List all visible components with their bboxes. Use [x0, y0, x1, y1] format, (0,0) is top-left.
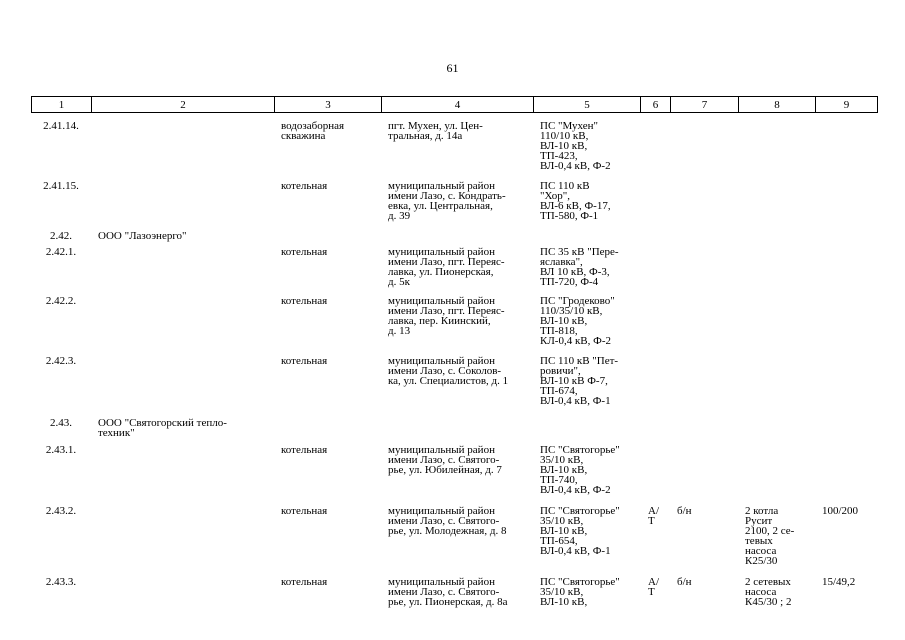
capacity: 15/49,2	[822, 576, 856, 588]
object-type: котельная	[281, 295, 328, 307]
power-source: ПС "Мухен" 110/10 кВ, ВЛ-10 кВ, ТП-423, ВЛ-0,4 кВ, Ф-2	[540, 120, 611, 172]
address: муниципальный район имени Лазо, с. Святого- рье, ул. Пионерская, д. 8а	[388, 576, 508, 608]
header-col-8: 8	[739, 97, 816, 113]
object-type: котельная	[281, 576, 328, 588]
col-7-value: б/н	[677, 576, 692, 588]
address: муниципальный район имени Лазо, с. Кондрать- евка, ул. Центральная, д. 39	[388, 180, 506, 222]
object-type: водозаборная скважина	[281, 120, 345, 142]
address: муниципальный район имени Лазо, с. Святого- рье, ул. Юбилейная, д. 7	[388, 444, 502, 476]
row-number: 2.43.	[50, 417, 72, 429]
power-source: ПС "Гродеково" 110/35/10 кВ, ВЛ-10 кВ, ТП-818, КЛ-0,4 кВ, Ф-2	[540, 295, 615, 347]
header-col-7: 7	[671, 97, 739, 113]
equipment: 2 сетевых насоса К45/30 ; 2	[745, 576, 792, 608]
header-col-4: 4	[382, 97, 534, 113]
row-number: 2.43.3.	[45, 576, 77, 588]
address: муниципальный район имени Лазо, пгт. Переяс- лавка, пер. Киинский, д. 13	[388, 295, 505, 337]
object-type: котельная	[281, 505, 328, 517]
organization: ООО "Лазоэнерго"	[98, 230, 187, 242]
row-number: 2.41.15.	[43, 180, 79, 192]
object-type: котельная	[281, 355, 328, 367]
header-col-5: 5	[534, 97, 641, 113]
power-source: ПС "Святогорье" 35/10 кВ, ВЛ-10 кВ, ТП-654, ВЛ-0,4 кВ, Ф-1	[540, 505, 620, 557]
address: муниципальный район имени Лазо, с. Соколов- ка, ул. Специалистов, д. 1	[388, 355, 509, 387]
row-number: 2.42.3.	[45, 355, 77, 367]
row-number: 2.42.	[50, 230, 72, 242]
object-type: котельная	[281, 444, 328, 456]
header-col-9: 9	[816, 97, 878, 113]
address: муниципальный район имени Лазо, пгт. Переяс- лавка, ул. Пионерская, д. 5к	[388, 246, 505, 288]
col-6-value: А/ Т	[648, 576, 659, 598]
col-7-value: б/н	[677, 505, 692, 517]
row-number: 2.42.2.	[45, 295, 77, 307]
header-col-1: 1	[32, 97, 92, 113]
power-source: ПС 110 кВ "Пет- ровичи", ВЛ-10 кВ Ф-7, ТП-674, ВЛ-0,4 кВ, Ф-1	[540, 355, 619, 407]
object-type: котельная	[281, 180, 328, 192]
equipment: 2 котла Русит 2100, 2 се- тевых насоса К25/30	[745, 505, 795, 567]
row-number: 2.43.2.	[45, 505, 77, 517]
row-number: 2.41.14.	[43, 120, 79, 132]
row-number: 2.43.1.	[45, 444, 77, 456]
organization: ООО "Святогорский тепло- техник"	[98, 417, 227, 439]
table-header	[31, 96, 878, 113]
capacity: 100/200	[822, 505, 859, 517]
power-source: ПС "Святогорье" 35/10 кВ, ВЛ-10 кВ,	[540, 576, 620, 608]
header-col-6: 6	[641, 97, 671, 113]
page-number: 61	[446, 61, 459, 75]
row-number: 2.42.1.	[45, 246, 77, 258]
power-source: ПС 35 кВ "Пере- яславка", ВЛ 10 кВ, Ф-3, ТП-720, Ф-4	[540, 246, 619, 288]
col-6-value: А/ Т	[648, 505, 659, 527]
address: муниципальный район имени Лазо, с. Святого- рье, ул. Молодежная, д. 8	[388, 505, 507, 537]
power-source: ПС "Святогорье" 35/10 кВ, ВЛ-10 кВ, ТП-740, ВЛ-0,4 кВ, Ф-2	[540, 444, 620, 496]
header-col-2: 2	[92, 97, 275, 113]
header-col-3: 3	[275, 97, 382, 113]
power-source: ПС 110 кВ "Хор", ВЛ-6 кВ, Ф-17, ТП-580, Ф-1	[540, 180, 611, 222]
address: пгт. Мухен, ул. Цен- тральная, д. 14а	[388, 120, 483, 142]
object-type: котельная	[281, 246, 328, 258]
